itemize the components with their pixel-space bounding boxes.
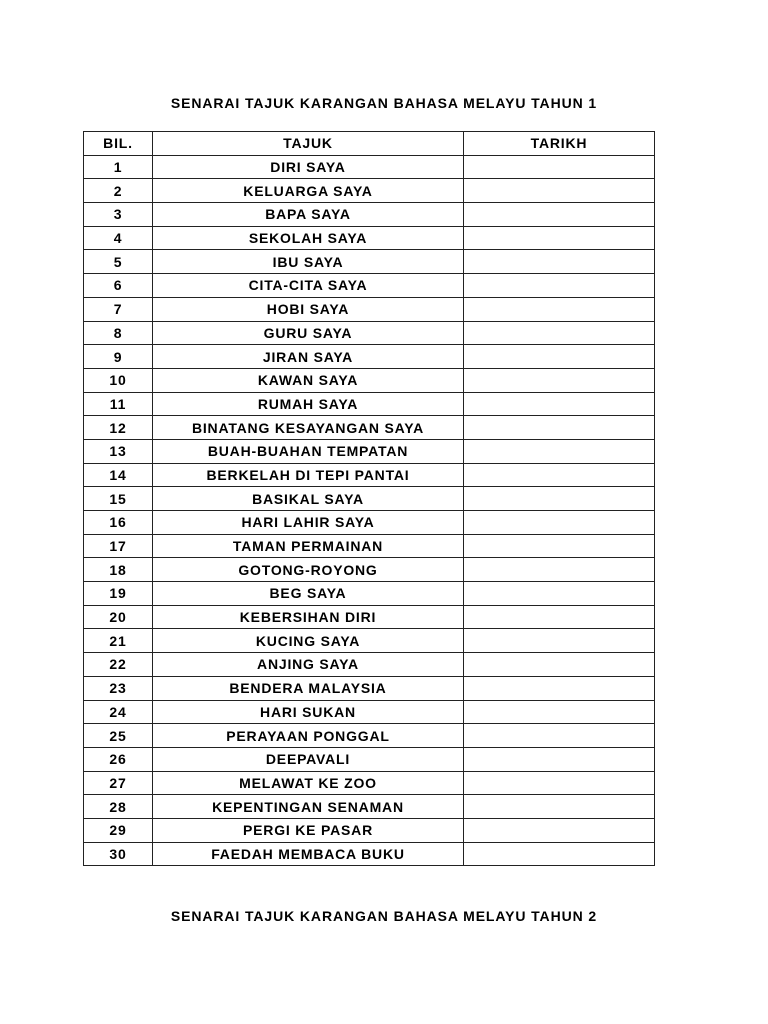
cell-bil: 20 [84, 605, 153, 629]
header-bil: BIL. [84, 132, 153, 156]
cell-tajuk: GOTONG-ROYONG [153, 558, 464, 582]
cell-tarikh [464, 297, 655, 321]
cell-tajuk: BEG SAYA [153, 582, 464, 606]
cell-tajuk: KAWAN SAYA [153, 368, 464, 392]
cell-tarikh [464, 724, 655, 748]
cell-tajuk: PERAYAAN PONGGAL [153, 724, 464, 748]
cell-tarikh [464, 179, 655, 203]
cell-tajuk: GURU SAYA [153, 321, 464, 345]
table-row [84, 392, 655, 416]
cell-bil: 28 [84, 795, 153, 819]
cell-tarikh [464, 534, 655, 558]
cell-tajuk: IBU SAYA [153, 250, 464, 274]
cell-tajuk: SEKOLAH SAYA [153, 226, 464, 250]
cell-tajuk: CITA-CITA SAYA [153, 274, 464, 298]
cell-tarikh [464, 747, 655, 771]
cell-tajuk: FAEDAH MEMBACA BUKU [153, 842, 464, 866]
table-row [84, 534, 655, 558]
table-row [84, 250, 655, 274]
cell-tajuk: BINATANG KESAYANGAN SAYA [153, 416, 464, 440]
cell-tajuk: DEEPAVALI [153, 747, 464, 771]
cell-tajuk: HARI SUKAN [153, 700, 464, 724]
cell-bil: 17 [84, 534, 153, 558]
cell-bil: 9 [84, 345, 153, 369]
cell-tarikh [464, 700, 655, 724]
cell-tarikh [464, 795, 655, 819]
topic-table [83, 131, 655, 866]
table-row [84, 818, 655, 842]
table-row [84, 676, 655, 700]
cell-tarikh [464, 416, 655, 440]
table-row [84, 274, 655, 298]
table-row [84, 511, 655, 535]
cell-tarikh [464, 629, 655, 653]
table-row [84, 368, 655, 392]
cell-bil: 27 [84, 771, 153, 795]
table-row [84, 629, 655, 653]
cell-tajuk: BUAH-BUAHAN TEMPATAN [153, 439, 464, 463]
cell-tarikh [464, 345, 655, 369]
table-row [84, 226, 655, 250]
cell-tarikh [464, 250, 655, 274]
header-tarikh: TARIKH [464, 132, 655, 156]
cell-bil: 10 [84, 368, 153, 392]
cell-tarikh [464, 511, 655, 535]
cell-bil: 13 [84, 439, 153, 463]
cell-tajuk: MELAWAT KE ZOO [153, 771, 464, 795]
table-row [84, 203, 655, 227]
cell-bil: 30 [84, 842, 153, 866]
cell-tajuk: KUCING SAYA [153, 629, 464, 653]
cell-bil: 21 [84, 629, 153, 653]
table-row [84, 155, 655, 179]
table-header-row [84, 132, 655, 156]
cell-bil: 24 [84, 700, 153, 724]
cell-tarikh [464, 558, 655, 582]
cell-bil: 4 [84, 226, 153, 250]
table-row [84, 416, 655, 440]
cell-tarikh [464, 226, 655, 250]
table-row [84, 653, 655, 677]
cell-tajuk: ANJING SAYA [153, 653, 464, 677]
cell-tajuk: KELUARGA SAYA [153, 179, 464, 203]
table-row [84, 345, 655, 369]
cell-bil: 19 [84, 582, 153, 606]
table-row [84, 724, 655, 748]
cell-tarikh [464, 155, 655, 179]
cell-tarikh [464, 487, 655, 511]
cell-bil: 8 [84, 321, 153, 345]
cell-tarikh [464, 818, 655, 842]
cell-tarikh [464, 463, 655, 487]
table-row [84, 582, 655, 606]
cell-tajuk: RUMAH SAYA [153, 392, 464, 416]
cell-tarikh [464, 676, 655, 700]
cell-bil: 6 [84, 274, 153, 298]
table-row [84, 771, 655, 795]
cell-tajuk: BERKELAH DI TEPI PANTAI [153, 463, 464, 487]
cell-tarikh [464, 605, 655, 629]
cell-bil: 14 [84, 463, 153, 487]
table-row [84, 558, 655, 582]
cell-tajuk: HARI LAHIR SAYA [153, 511, 464, 535]
cell-tajuk: HOBI SAYA [153, 297, 464, 321]
cell-tarikh [464, 842, 655, 866]
cell-bil: 18 [84, 558, 153, 582]
cell-tarikh [464, 368, 655, 392]
cell-bil: 5 [84, 250, 153, 274]
cell-tajuk: PERGI KE PASAR [153, 818, 464, 842]
cell-bil: 1 [84, 155, 153, 179]
topic-table-body [84, 155, 655, 866]
cell-bil: 15 [84, 487, 153, 511]
cell-tajuk: KEPENTINGAN SENAMAN [153, 795, 464, 819]
cell-tarikh [464, 392, 655, 416]
table-row [84, 487, 655, 511]
table-row [84, 439, 655, 463]
document-title-tahun-2: SENARAI TAJUK KARANGAN BAHASA MELAYU TAHUN 2 [170, 908, 598, 924]
cell-bil: 12 [84, 416, 153, 440]
cell-tarikh [464, 439, 655, 463]
cell-tarikh [464, 321, 655, 345]
cell-bil: 3 [84, 203, 153, 227]
document-title-tahun-1: SENARAI TAJUK KARANGAN BAHASA MELAYU TAHUN 1 [170, 95, 598, 111]
cell-bil: 25 [84, 724, 153, 748]
table-row [84, 297, 655, 321]
table-row [84, 842, 655, 866]
table-row [84, 795, 655, 819]
cell-tajuk: DIRI SAYA [153, 155, 464, 179]
cell-bil: 16 [84, 511, 153, 535]
cell-tajuk: KEBERSIHAN DIRI [153, 605, 464, 629]
cell-tajuk: BENDERA MALAYSIA [153, 676, 464, 700]
table-row [84, 179, 655, 203]
table-row [84, 605, 655, 629]
table-row [84, 463, 655, 487]
table-row [84, 747, 655, 771]
cell-tajuk: JIRAN SAYA [153, 345, 464, 369]
cell-bil: 22 [84, 653, 153, 677]
cell-tajuk: BAPA SAYA [153, 203, 464, 227]
cell-tajuk: BASIKAL SAYA [153, 487, 464, 511]
cell-bil: 2 [84, 179, 153, 203]
cell-bil: 7 [84, 297, 153, 321]
cell-tarikh [464, 653, 655, 677]
cell-tarikh [464, 203, 655, 227]
cell-bil: 29 [84, 818, 153, 842]
table-row [84, 700, 655, 724]
cell-tarikh [464, 582, 655, 606]
table-row [84, 321, 655, 345]
header-tajuk: TAJUK [153, 132, 464, 156]
cell-bil: 26 [84, 747, 153, 771]
cell-tajuk: TAMAN PERMAINAN [153, 534, 464, 558]
cell-tarikh [464, 274, 655, 298]
cell-tarikh [464, 771, 655, 795]
cell-bil: 23 [84, 676, 153, 700]
cell-bil: 11 [84, 392, 153, 416]
